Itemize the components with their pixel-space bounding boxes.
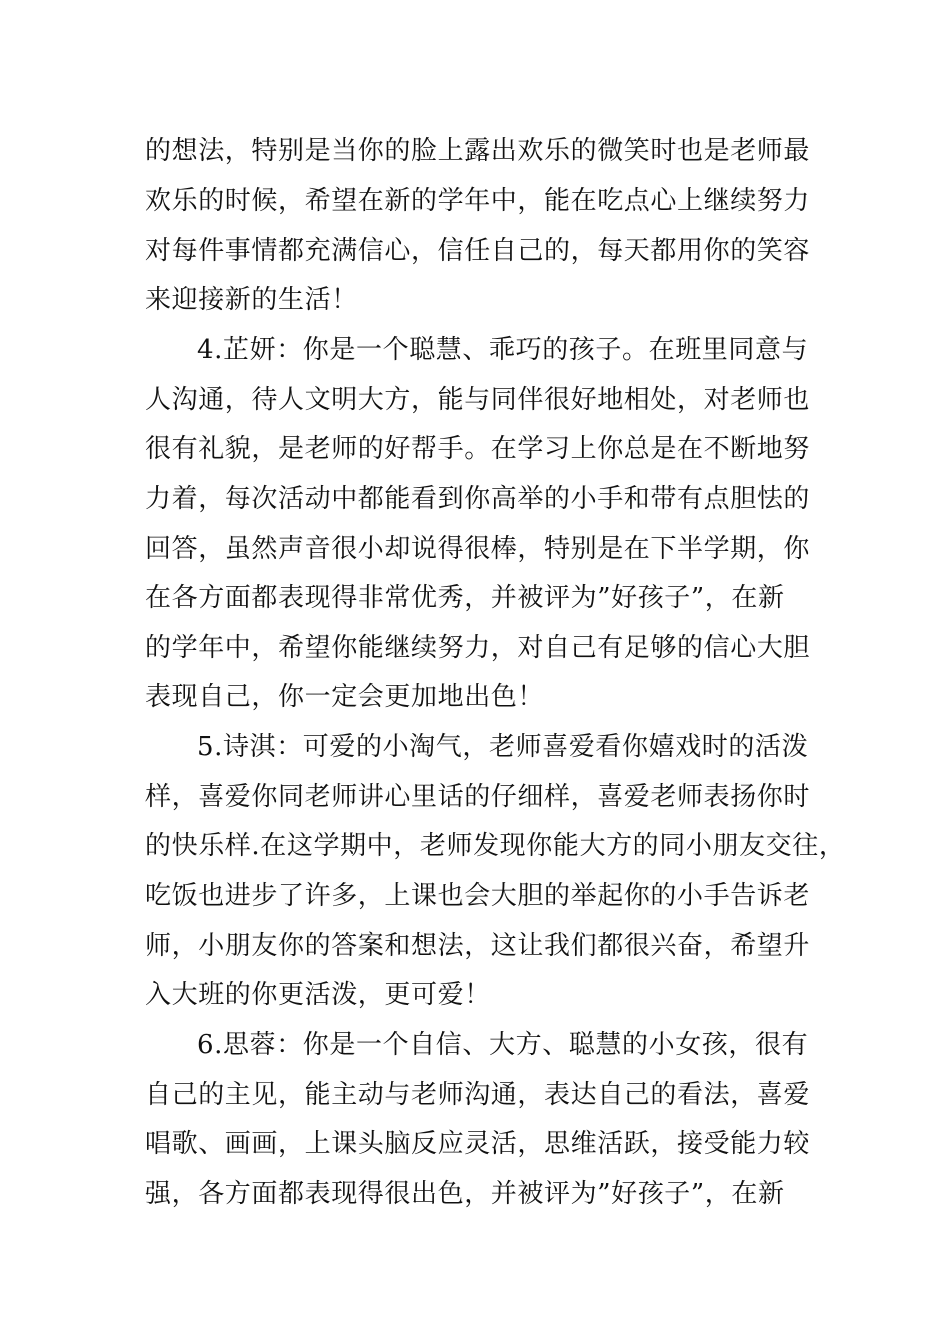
paragraph-4-first-line: 4.芷妍：你是一个聪慧、乖巧的孩子。在班里同意与 (197, 335, 809, 365)
text-line: 唱歌、画画，上课头脑反应灵活，思维活跃，接受能力较 (145, 1129, 811, 1159)
text-line: 欢乐的时候，希望在新的学年中，能在吃点心上继续努力 (145, 186, 811, 216)
text-line: 的想法，特别是当你的脸上露出欢乐的微笑时也是老师最 (145, 136, 811, 166)
text-line: 来迎接新的生活！ (145, 285, 358, 315)
text-line: 强，各方面都表现得很出色，并被评为”好孩子”，在新 (145, 1179, 785, 1209)
text-line: 师，小朋友你的答案和想法，这让我们都很兴奋，希望升 (145, 931, 811, 961)
text-line: 入大班的你更活泼，更可爱！ (145, 980, 491, 1010)
paragraph-5-first-line: 5.诗淇：可爱的小淘气，老师喜爱看你嬉戏时的活泼 (197, 732, 809, 762)
text-line: 回答，虽然声音很小却说得很棒，特别是在下半学期，你 (145, 534, 811, 564)
text-line: 人沟通，待人文明大方，能与同伴很好地相处，对老师也 (145, 385, 811, 415)
text-line: 的学年中，希望你能继续努力，对自己有足够的信心大胆 (145, 633, 811, 663)
text-line: 自己的主见，能主动与老师沟通，表达自己的看法，喜爱 (145, 1080, 811, 1110)
text-line: 的快乐样.在这学期中，老师发现你能大方的同小朋友交往， (145, 831, 846, 861)
text-line: 对每件事情都充满信心，信任自己的，每天都用你的笑容 (145, 236, 811, 266)
text-line: 在各方面都表现得非常优秀，并被评为”好孩子”，在新 (145, 583, 785, 613)
text-line: 吃饭也进步了许多，上课也会大胆的举起你的小手告诉老 (145, 881, 811, 911)
text-line: 力着，每次活动中都能看到你高举的小手和带有点胆怯的 (145, 484, 811, 514)
paragraph-6-first-line: 6.思蓉：你是一个自信、大方、聪慧的小女孩，很有 (197, 1030, 809, 1060)
text-line: 很有礼貌，是老师的好帮手。在学习上你总是在不断地努 (145, 434, 811, 464)
text-line: 表现自己，你一定会更加地出色！ (145, 682, 545, 712)
text-line: 样，喜爱你同老师讲心里话的仔细样，喜爱老师表扬你时 (145, 782, 811, 812)
